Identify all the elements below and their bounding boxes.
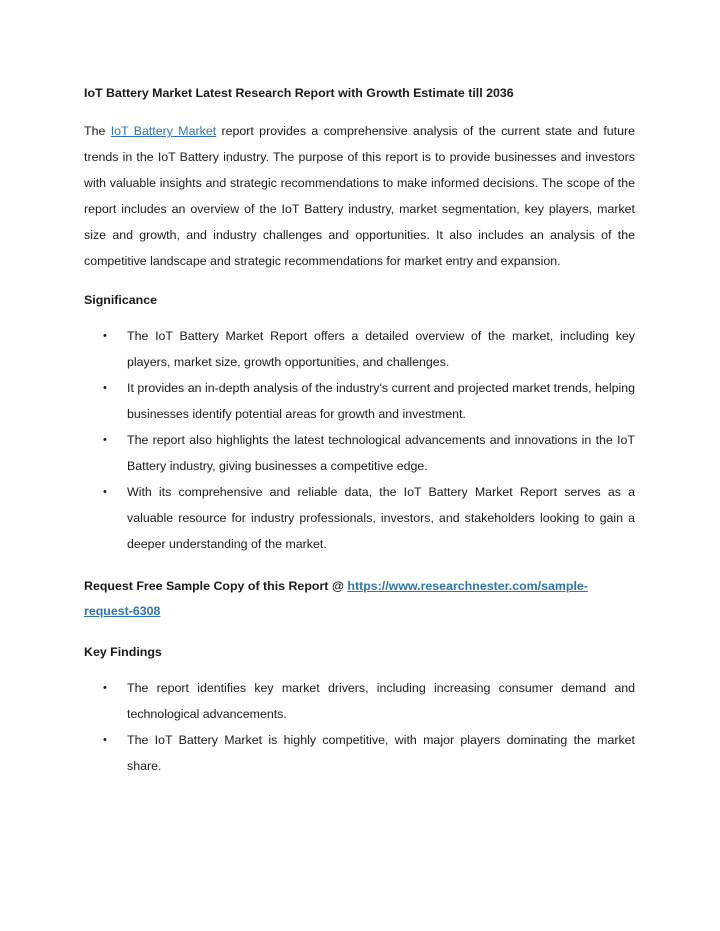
intro-paragraph — [84, 118, 635, 274]
iot-battery-market-link[interactable]: IoT Battery Market — [110, 124, 217, 138]
bullet-icon: • — [103, 434, 107, 446]
key-findings-heading: Key Findings — [84, 645, 162, 659]
significance-list — [84, 323, 635, 557]
sample-request-line — [84, 574, 635, 624]
sample-request-link[interactable]: https://www.researchnester.com/sample-request-6308 — [84, 579, 588, 618]
list-item — [84, 479, 635, 557]
bullet-icon: • — [103, 734, 107, 746]
bullet-icon: • — [103, 330, 107, 342]
intro-text: report provides a comprehensive analysis of the current state and future trends in the IoT Battery industry. The purpose of this report is to provide businesses and investors with valuable insights and strategic recommendations to make informed decisions. The scope of the report includes an overview of the IoT Battery industry, market segmentation, key players, market size and growth, and industry challenges and opportunities. It also includes an analysis of the competitive landscape and strategic recommendations for market entry and expansion. — [84, 124, 636, 268]
list-item-text: The IoT Battery Market Report offers a detailed overview of the market, including key players, market size, growth opportunities, and challenges. — [127, 329, 635, 369]
list-item-text: The IoT Battery Market is highly competitive, with major players dominating the market share. — [127, 733, 635, 773]
list-item — [84, 427, 635, 479]
bullet-icon: • — [103, 486, 107, 498]
list-item-text: The report also highlights the latest technological advancements and innovations in the IoT Battery industry, giving businesses a competitive edge. — [127, 433, 635, 473]
list-item — [84, 375, 635, 427]
list-item-text: The report identifies key market drivers, including increasing consumer demand and technological advancements. — [127, 681, 635, 721]
document-page — [84, 84, 635, 796]
key-findings-list — [84, 675, 635, 779]
list-item — [84, 727, 635, 779]
bullet-icon: • — [103, 682, 107, 694]
significance-heading: Significance — [84, 293, 157, 307]
list-item — [84, 323, 635, 375]
list-item-text: It provides an in-depth analysis of the industry's current and projected market trends, helping businesses identify potential areas for growth and investment. — [127, 381, 635, 421]
document-title: IoT Battery Market Latest Research Report with Growth Estimate till 2036 — [84, 86, 514, 100]
sample-request-label: Request Free Sample Copy of this Report @ — [84, 579, 348, 593]
list-item — [84, 675, 635, 727]
intro-prefix: The — [84, 124, 111, 138]
list-item-text: With its comprehensive and reliable data, the IoT Battery Market Report serves as a valuable resource for industry professionals, investors, and stakeholders looking to gain a deeper understanding of the market. — [127, 485, 635, 551]
bullet-icon: • — [103, 382, 107, 394]
